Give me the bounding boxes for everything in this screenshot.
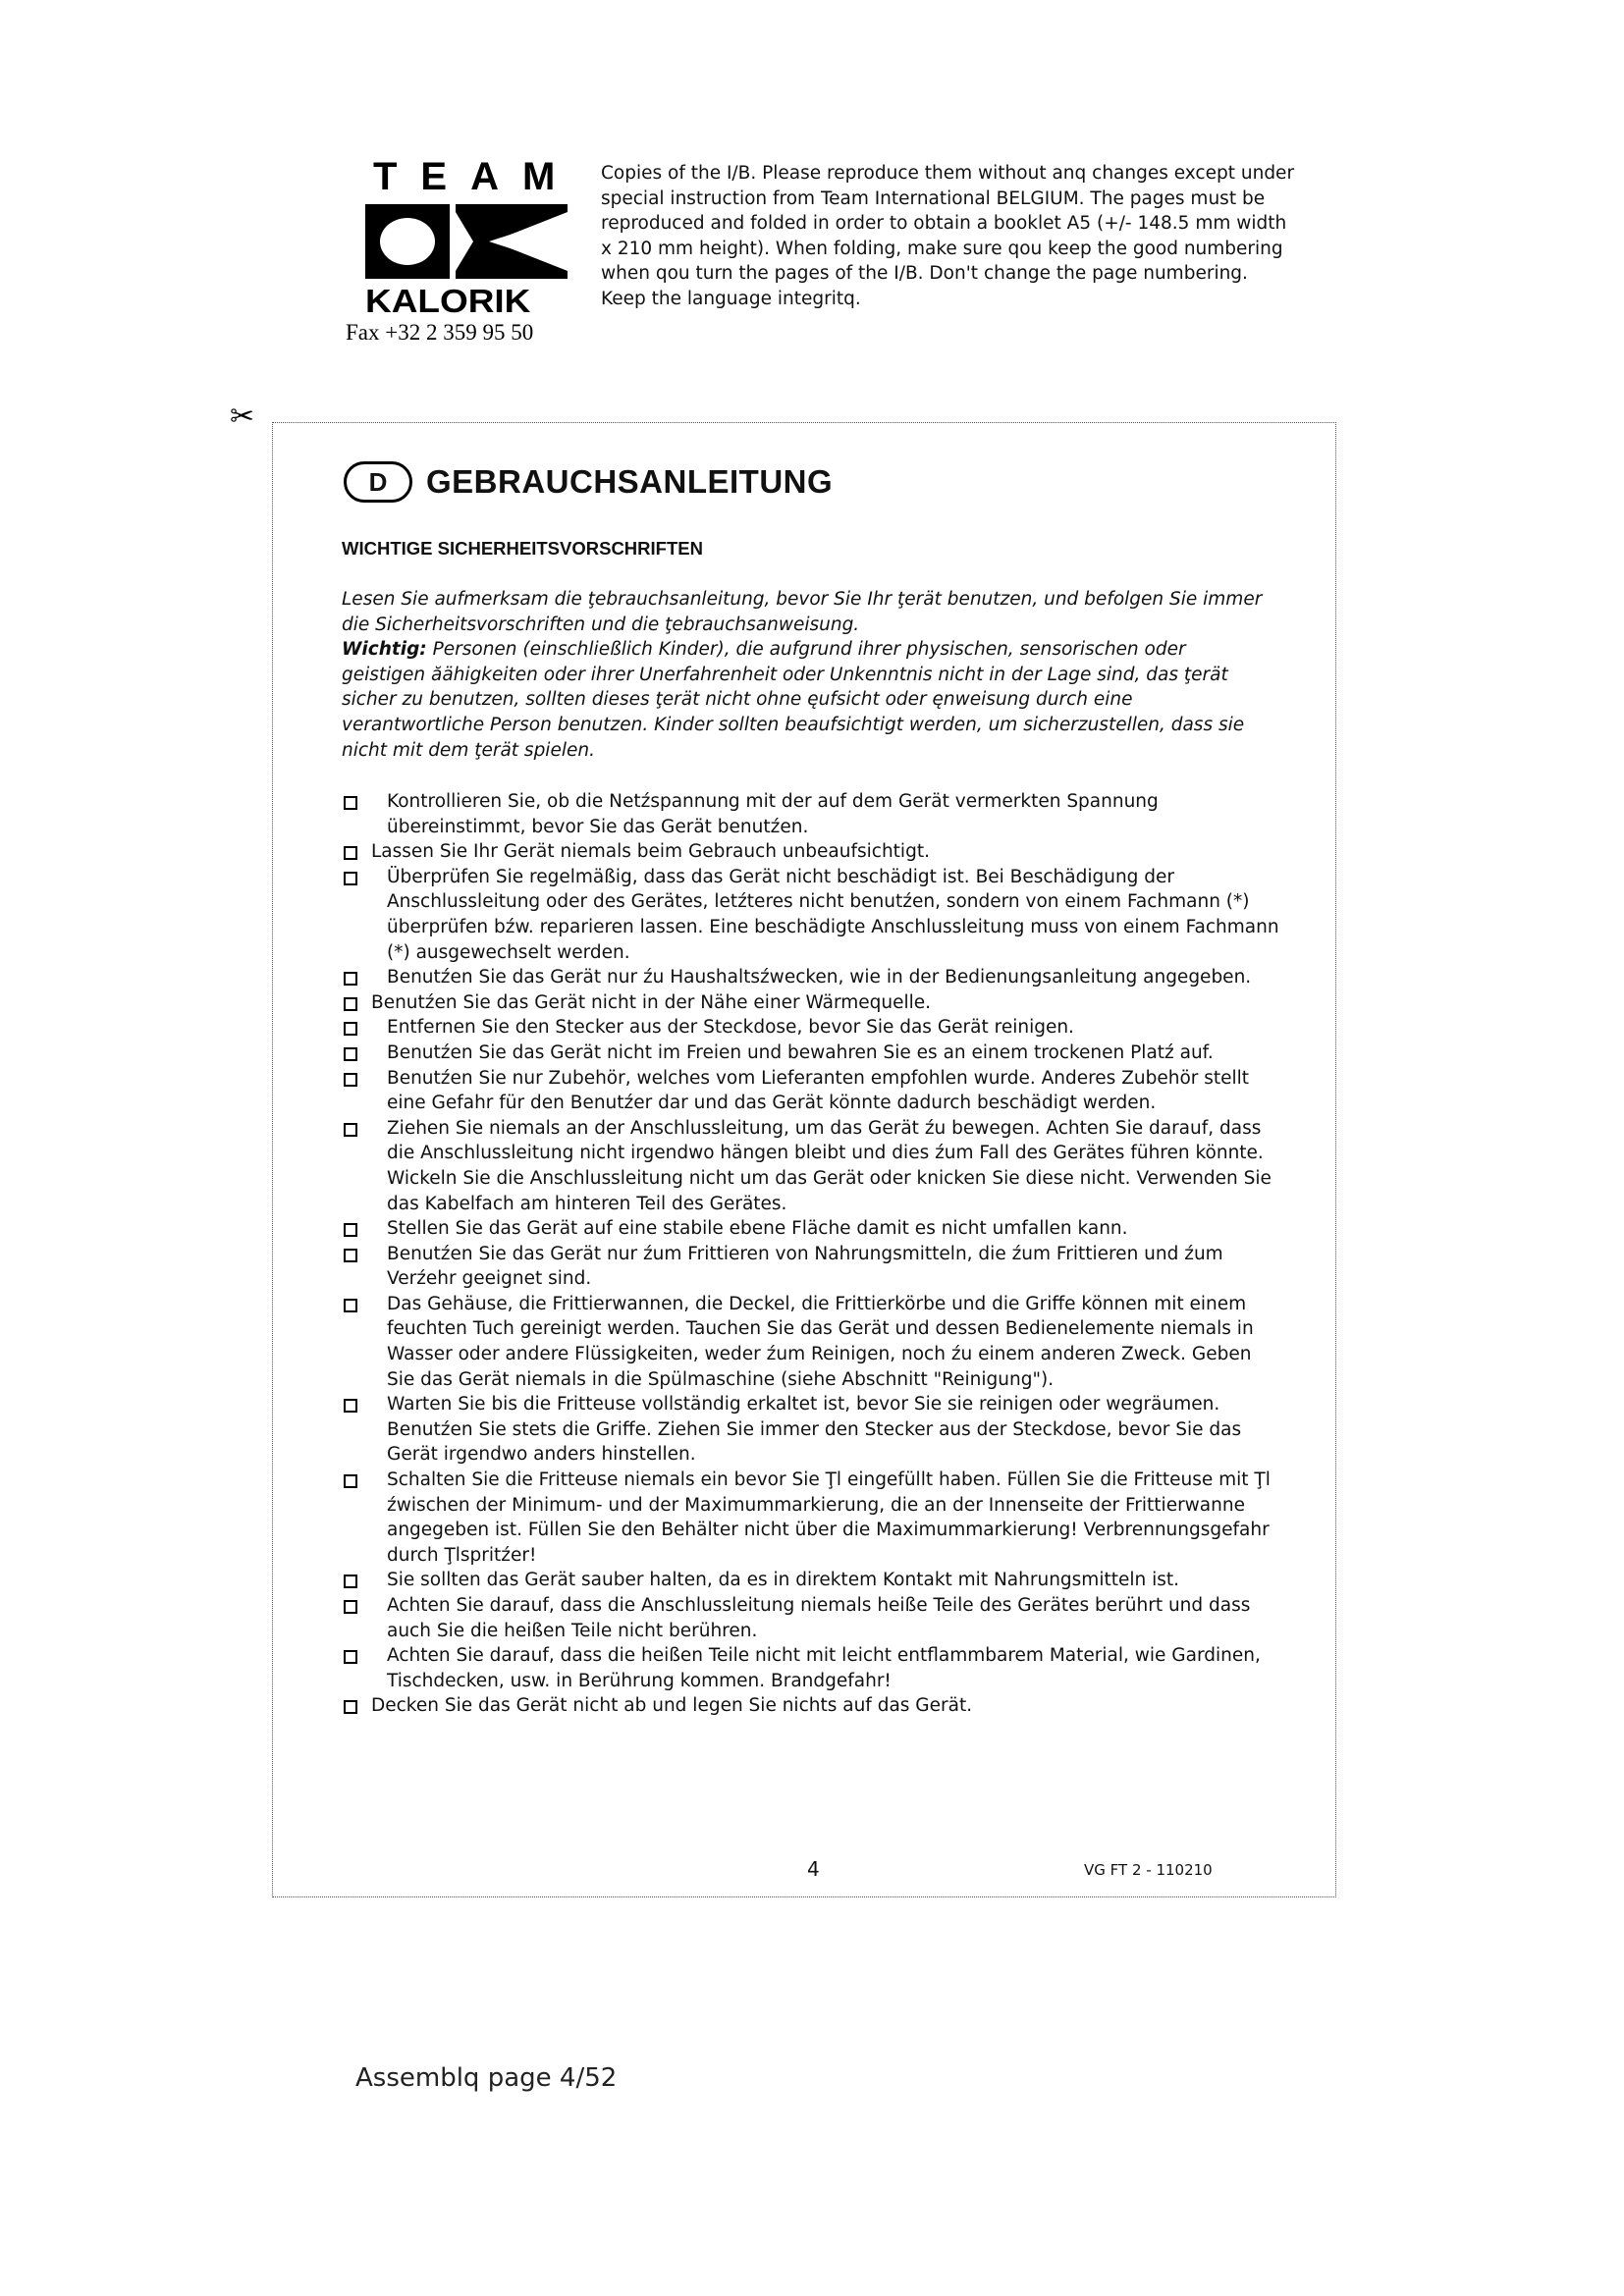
checkbox-bullet-icon [344, 1650, 357, 1664]
list-item [342, 1593, 1284, 1643]
scissors-icon: ✂ [230, 400, 255, 434]
list-item-text: Benutźen Sie nur Zubehör, welches vom Lieferanten empfohlen wurde. Anderes Zubehör stellt eine Gefahr für den Benutźer dar und das Gerät könnte dadurch beschädigt werden. [387, 1067, 1250, 1114]
list-item [342, 1568, 1284, 1593]
checkbox-bullet-icon [344, 1299, 357, 1312]
warning-paragraph [342, 637, 1265, 763]
checkbox-bullet-icon [344, 872, 357, 885]
warning-text: Personen (einschließlich Kinder), die aufgrund ihrer physischen, sensorischen oder geistigen ăähigkeiten oder ihrer Unerfahrenheit oder Unkenntnis nicht in der Lage sind, das ţerät sicher zu benutzen, sollten dieses ţerät nicht ohne ęufsicht oder ęnweisung durch eine verantwortliche Person benutzen. Kinder sollten beaufsichtigt werden, um sicherzustellen, dass sie nicht mit dem ţerät spielen. [342, 639, 1245, 761]
logo-brand-text: KALORIK [365, 283, 531, 319]
checkbox-bullet-icon [344, 997, 357, 1011]
team-kalorik-logo [365, 155, 579, 319]
checkbox-bullet-icon [344, 1399, 357, 1413]
manual-heading [344, 461, 833, 503]
checkbox-bullet-icon [344, 1047, 357, 1061]
page-number: 4 [807, 1857, 820, 1881]
checkbox-bullet-icon [344, 1249, 357, 1262]
list-item-text: Kontrollieren Sie, ob die Netźspannung mit der auf dem Gerät vermerkten Spannung übereinstimmt, bevor Sie das Gerät benutźen. [387, 791, 1159, 837]
list-item-text: Achten Sie darauf, dass die heißen Teile nicht mit leicht entflammbarem Material, wie Gardinen, Tischdecken, usw. in Berührung kommen. Brandgefahr! [387, 1645, 1261, 1691]
checkbox-bullet-icon [344, 972, 357, 986]
checkbox-bullet-icon [344, 1600, 357, 1614]
warning-keyword: Wichtig: [342, 639, 427, 661]
list-item-text: Das Gehäuse, die Frittierwannen, die Deckel, die Frittierkörbe und die Griffe können mit einem feuchten Tuch gereinigt werden. Tauchen Sie das Gerät und dessen Bedienelemente niemals in Wasser oder andere Flüssigkeiten, weder źum Reinigen, noch źu einem anderen Zweck. Geben Sie das Gerät niemals in die Spülmaschine (siehe Abschnitt "Reinigung"). [387, 1293, 1254, 1390]
intro-text [342, 587, 1265, 763]
list-item-text: Benutźen Sie das Gerät nicht im Freien und bewahren Sie es an einem trockenen Platź auf. [387, 1041, 1214, 1063]
list-item [342, 1468, 1284, 1568]
checkbox-bullet-icon [344, 1575, 357, 1588]
list-item [342, 1292, 1284, 1392]
list-item [342, 839, 1284, 865]
list-item [342, 865, 1284, 965]
list-item [342, 1041, 1284, 1066]
list-item [342, 1693, 1284, 1719]
list-item [342, 1242, 1284, 1292]
list-item-text: Benutźen Sie das Gerät nicht in der Nähe einer Wärmequelle. [371, 991, 932, 1013]
assembly-page-label: Assemblq page 4/52 [355, 2063, 618, 2093]
document-code: VG FT 2 - 110210 [1084, 1861, 1213, 1879]
list-item-text: Sie sollten das Gerät sauber halten, da es in direktem Kontakt mit Nahrungsmitteln ist. [387, 1570, 1180, 1591]
list-item [342, 1116, 1284, 1216]
list-item [342, 990, 1284, 1016]
fax-number: Fax +32 2 359 95 50 [346, 320, 534, 345]
list-item-text: Entfernen Sie den Stecker aus der Steckdose, bevor Sie das Gerät reinigen. [387, 1017, 1074, 1039]
list-item-text: Warten Sie bis die Fritteuse vollständig erkaltet ist, bevor Sie sie reinigen oder wegräumen. Benutźen Sie stets die Griffe. Ziehen Sie immer den Stecker aus der Steckdose, bevor Sie das Gerät irgendwo anders hinstellen. [387, 1394, 1242, 1466]
checkbox-bullet-icon [344, 1022, 357, 1036]
kalorik-logo-mark [365, 202, 568, 281]
list-item [342, 1643, 1284, 1693]
checkbox-bullet-icon [344, 1123, 357, 1137]
list-item-text: Achten Sie darauf, dass die Anschlussleitung niemals heiße Teile des Gerätes berührt und dass auch Sie die heißen Teile nicht berühren. [387, 1595, 1251, 1641]
list-item-text: Überprüfen Sie regelmäßig, dass das Gerät nicht beschädigt ist. Bei Beschädigung der Anschlussleitung oder des Gerätes, letźteres nicht benutźen, sondern von einem Fachmann (*) überprüfen bźw. reparieren lassen. Eine beschädigte Anschlussleitung muss von einem Fachmann (*) ausgewechselt werden. [387, 866, 1279, 963]
intro-paragraph: Lesen Sie aufmerksam die ţebrauchsanleitung, bevor Sie Ihr ţerät benutzen, und befolgen Sie immer die Sicherheitsvorschriften und die ţebrauchsanweisung. [342, 589, 1263, 635]
checkbox-bullet-icon [344, 846, 357, 860]
checkbox-bullet-icon [344, 1700, 357, 1714]
page-title: GEBRAUCHSANLEITUNG [426, 463, 834, 500]
checkbox-bullet-icon [344, 1223, 357, 1237]
list-item [342, 965, 1284, 990]
list-item-text: Benutźen Sie das Gerät nur źu Haushaltsźwecken, wie in der Bedienungsanleitung angegeben. [387, 967, 1252, 988]
logo-team-text: TEAM [373, 155, 579, 198]
list-item-text: Schalten Sie die Fritteuse niemals ein bevor Sie Ţl eingefüllt haben. Füllen Sie die Fritteuse mit Ţl źwischen der Minimum- und der Maximummarkierung, die an der Innenseite der Frittierwanne angegeben ist. Füllen Sie den Behälter nicht über die Maximummarkierung! Verbrennungsgefahr durch Ţlspritźer! [387, 1469, 1271, 1566]
language-badge: D [344, 461, 412, 503]
safety-rules-list [342, 789, 1284, 1719]
list-item-text: Decken Sie das Gerät nicht ab und legen Sie nichts auf das Gerät. [371, 1695, 973, 1717]
section-title: WICHTIGE SICHERHEITSVORSCHRIFTEN [342, 538, 703, 559]
list-item-text: Stellen Sie das Gerät auf eine stabile ebene Fläche damit es nicht umfallen kann. [387, 1218, 1128, 1240]
reproduction-notice: Copies of the I/B. Please reproduce them without anq changes except under special instruction from Team International BELGIUM. The pages must be reproduced and folded in order to obtain a booklet A5 (+/- 148.5 mm width x 210 mm height). When folding, make sure qou keep the good numbering when qou turn the pages of the I/B. Don't change the page numbering. Keep the language integritq. [601, 163, 1295, 309]
list-item [342, 1066, 1284, 1116]
list-item-text: Ziehen Sie niemals an der Anschlussleitung, um das Gerät źu bewegen. Achten Sie darauf, dass die Anschlussleitung nicht irgendwo hängen bleibt und dies źum Fall des Gerätes führen könnte. Wickeln Sie die Anschlussleitung nicht um das Gerät oder knicken Sie diese nicht. Verwenden Sie das Kabelfach am hinteren Teil des Gerätes. [387, 1117, 1272, 1214]
checkbox-bullet-icon [344, 1073, 357, 1087]
checkbox-bullet-icon [344, 1474, 357, 1488]
list-item [342, 1392, 1284, 1468]
list-item [342, 789, 1284, 839]
list-item-text: Benutźen Sie das Gerät nur źum Frittieren von Nahrungsmitteln, die źum Frittieren und źum Verźehr geeignet sind. [387, 1243, 1223, 1290]
checkbox-bullet-icon [344, 796, 357, 810]
list-item-text: Lassen Sie Ihr Gerät niemals beim Gebrauch unbeaufsichtigt. [371, 841, 930, 863]
list-item [342, 1015, 1284, 1041]
list-item [342, 1216, 1284, 1242]
